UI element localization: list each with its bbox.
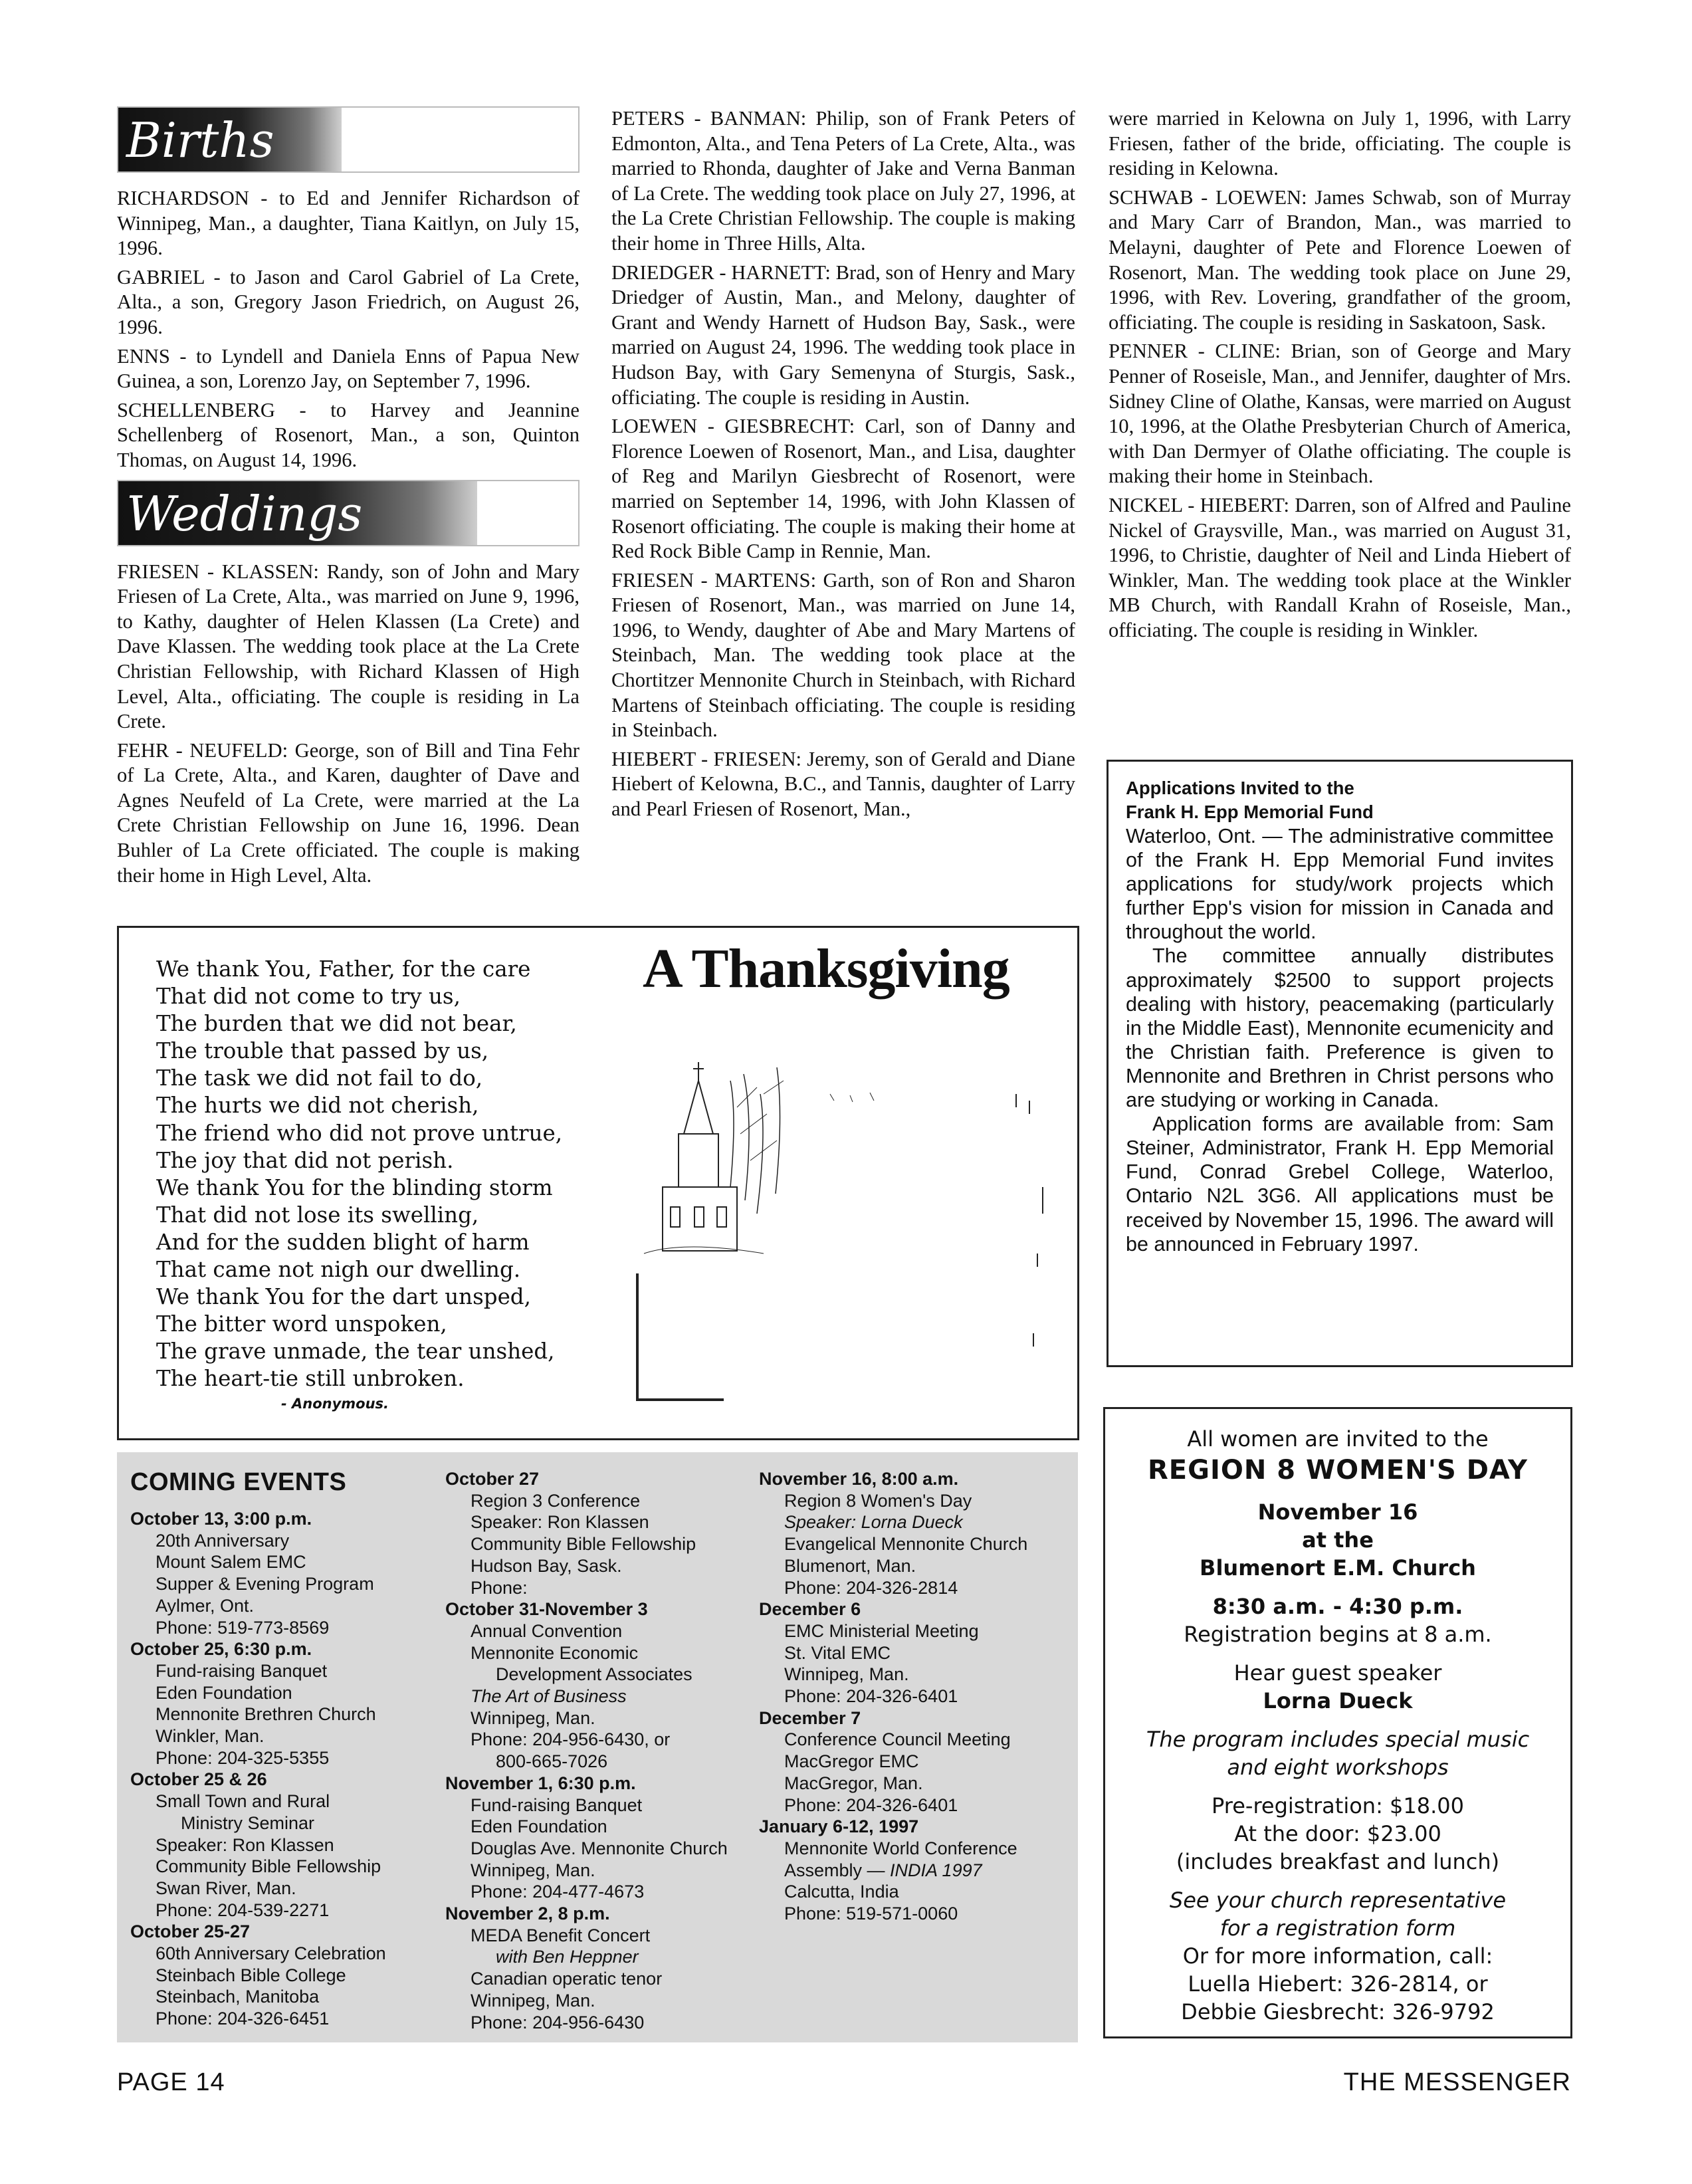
event-detail: Douglas Ave. Mennonite Church bbox=[471, 1838, 728, 1858]
event-detail: Steinbach, Manitoba bbox=[156, 1987, 320, 2007]
event-detail: MacGregor EMC bbox=[784, 1751, 919, 1772]
event-date: December 6 bbox=[759, 1599, 861, 1620]
event-date: October 25 & 26 bbox=[130, 1769, 267, 1790]
poem-line: That did not come to try us, bbox=[156, 984, 461, 1010]
event-detail: Mount Salem EMC bbox=[156, 1552, 306, 1573]
event-detail: Winnipeg, Man. bbox=[471, 1860, 595, 1880]
event-detail: Fund-raising Banquet bbox=[471, 1795, 643, 1815]
event-detail: Phone: 519-773-8569 bbox=[156, 1617, 330, 1638]
wedding-announcement: HIEBERT - FRIESEN: Jeremy, son of Gerald and Diane Hiebert of Kelowna, B.C., and Tannis, daughter of Larry and Pearl Friesen of Rosenort, Man., bbox=[611, 747, 1075, 821]
womens-day-invite: All women are invited to the bbox=[1187, 1426, 1489, 1452]
event-detail: Fund-raising Banquet bbox=[156, 1660, 328, 1681]
births-header bbox=[117, 106, 580, 173]
event-detail: Annual Convention bbox=[471, 1620, 623, 1641]
womens-day-see-rep: See your church representative bbox=[1169, 1888, 1507, 1913]
womens-day-speaker: Lorna Dueck bbox=[1263, 1688, 1413, 1713]
event-detail: Winnipeg, Man. bbox=[784, 1664, 909, 1685]
weddings-header bbox=[117, 480, 580, 546]
womens-day-info: Or for more information, call: bbox=[1182, 1943, 1493, 1969]
births-heading: Births bbox=[126, 112, 274, 168]
event-detail: Community Bible Fellowship bbox=[471, 1534, 696, 1555]
coming-events-title: COMING EVENTS bbox=[130, 1468, 347, 1496]
womens-day-time: 8:30 a.m. - 4:30 p.m. bbox=[1212, 1594, 1463, 1619]
event-detail: Eden Foundation bbox=[156, 1682, 292, 1703]
epp-paragraph: Waterloo, Ont. — The administrative committee of the Frank H. Epp Memorial Fund invites applications for study/work projects which further Epp's vision for mission in Canada and throughout the world. bbox=[1126, 825, 1554, 944]
poem-line: The heart-tie still unbroken. bbox=[156, 1366, 465, 1392]
womens-day-door-price: At the door: $23.00 bbox=[1234, 1821, 1441, 1846]
birth-announcement: ENNS - to Lyndell and Daniela Enns of Papua New Guinea, a son, Lorenzo Jay, on September 7, 1996. bbox=[117, 344, 580, 393]
poem-line: That came not nigh our dwelling. bbox=[156, 1257, 521, 1283]
column-1 bbox=[117, 106, 580, 892]
event-detail: Winnipeg, Man. bbox=[471, 1707, 595, 1728]
womens-day-program: The program includes special music bbox=[1146, 1727, 1530, 1752]
womens-day-preregistration: Pre-registration: $18.00 bbox=[1212, 1793, 1464, 1818]
wedding-announcement: DRIEDGER - HARNETT: Brad, son of Henry and Mary Driedger of Austin, Man., and Melony, daughter of Grant and Wendy Harnett of Hudson Bay, Sask., were married on August 24, 1996. The wedding took place in Hudson Bay, with Gary Semenyna of Sturgis, Sask., officiating. The couple is residing in Austin. bbox=[611, 261, 1075, 409]
event-detail: Phone: 204-477-4673 bbox=[471, 1882, 645, 1902]
event-detail: Phone: 204-956-6430 bbox=[471, 2012, 645, 2032]
event-detail: The Art of Business bbox=[471, 1686, 627, 1707]
event-detail bbox=[759, 1860, 1071, 1882]
event-detail: Region 8 Women's Day bbox=[784, 1490, 972, 1511]
womens-day-registration: Registration begins at 8 a.m. bbox=[1184, 1622, 1492, 1647]
event-date: January 6-12, 1997 bbox=[759, 1816, 919, 1837]
wedding-announcement: NICKEL - HIEBERT: Darren, son of Alfred and Pauline Nickel of Graysville, Man., was married on August 31, 1996, to Christie, daughter of Neil and Linda Hiebert of Winkler, Man. The wedding took place at the Winkler MB Church, with Randall Krahn of Roseisle, Man., officiating. The couple is residing in Winkler. bbox=[1109, 493, 1571, 641]
poem-line: The friend who did not prove untrue, bbox=[156, 1120, 563, 1146]
event-detail: Calcutta, India bbox=[784, 1882, 899, 1902]
event-detail: Supper & Evening Program bbox=[156, 1574, 374, 1594]
event-date: November 1, 6:30 p.m. bbox=[445, 1773, 636, 1793]
event-detail: Speaker: Ron Klassen bbox=[471, 1512, 649, 1533]
poem-line: We thank You for the blinding storm bbox=[156, 1174, 553, 1200]
event-detail: Phone: 204-956-6430, or bbox=[471, 1729, 671, 1750]
event-detail: Eden Foundation bbox=[471, 1816, 607, 1837]
epp-paragraph: Application forms are available from: Sam Steiner, Administrator, Frank H. Epp Memorial Fund, Conrad Grebel College, Waterloo, Ontario N2L 3G6. All applications must be received by November 15, 1996. The award will be announced in February 1997. bbox=[1126, 1113, 1554, 1256]
event-detail: Blumenort, Man. bbox=[784, 1555, 916, 1576]
church-photo bbox=[631, 1054, 1056, 1424]
coming-events-panel bbox=[117, 1452, 1078, 2042]
event-detail: Phone: 519-571-0060 bbox=[784, 1904, 958, 1924]
weddings-heading: Weddings bbox=[126, 485, 363, 542]
event-detail: Winkler, Man. bbox=[156, 1726, 264, 1747]
event-detail: with Ben Heppner bbox=[496, 1947, 639, 1967]
poem-line: The burden that we did not bear, bbox=[156, 1011, 517, 1037]
womens-day-includes: (includes breakfast and lunch) bbox=[1176, 1849, 1500, 1874]
event-detail: St. Vital EMC bbox=[784, 1642, 891, 1663]
wedding-announcement: LOEWEN - GIESBRECHT: Carl, son of Danny and Florence Loewen of Rosenort, Man., and Lisa, daughter of Reg and Marilyn Giesbrecht of Rosenort, were married on September 14, 1996, with John Klassen of Rosenort officiating. The couple is making their home at Red Rock Bible Camp in Rennie, Man. bbox=[611, 415, 1075, 563]
event-detail: Speaker: Lorna Dueck bbox=[784, 1512, 963, 1533]
womens-day-form: for a registration form bbox=[1219, 1915, 1456, 1941]
event-detail: Phone: 204-326-6401 bbox=[784, 1795, 958, 1815]
womens-day-workshops: and eight workshops bbox=[1227, 1755, 1449, 1780]
poem-line: The grave unmade, the tear unshed, bbox=[156, 1339, 555, 1365]
event-detail: Mennonite Brethren Church bbox=[156, 1704, 376, 1725]
wedding-announcement: PETERS - BANMAN: Philip, son of Frank Peters of Edmonton, Alta., and Tena Peters of La Crete, Alta., was married to Rhonda, daughter of Jake and Verna Banman of La Crete. The wedding took place on July 27, 1996, at the La Crete Christian Fellowship. The couple is making their home in Three Hills, Alta. bbox=[611, 107, 1075, 255]
poem-line: The hurts we did not cherish, bbox=[156, 1093, 479, 1119]
event-detail: Mennonite World Conference bbox=[784, 1838, 1017, 1858]
wedding-announcement: FRIESEN - KLASSEN: Randy, son of John and Mary Friesen of La Crete, Alta., was married on June 9, 1996, to Kathy, daughter of Helen Klassen (La Crete) and Dave Klassen. The wedding took place at the La Crete Christian Fellowship, with Richard Klassen of High Level, Alta., officiating. The couple is residing in La Crete. bbox=[117, 560, 580, 733]
event-date: December 7 bbox=[759, 1707, 861, 1728]
epp-paragraph: The committee annually distributes approximately $2500 to support projects dealing with history, peacemaking (particularly in the Middle East), Mennonite ecumenicity and the Christian faith. Preference is given to Mennonite and Brethren in Christ persons who are studying or working in Canada. bbox=[1126, 944, 1554, 1112]
poem-line: And for the sudden blight of harm bbox=[156, 1229, 530, 1255]
birth-announcement: SCHELLENBERG - to Harvey and Jeannine Schellenberg of Rosenort, Man., a son, Quinton Thomas, on August 14, 1996. bbox=[117, 398, 580, 471]
womens-day-contact-1: Luella Hiebert: 326-2814, or bbox=[1188, 1971, 1488, 1997]
event-date: October 31-November 3 bbox=[445, 1599, 648, 1620]
event-detail: Hudson Bay, Sask. bbox=[471, 1555, 622, 1576]
event-detail: Phone: bbox=[471, 1577, 528, 1598]
event-detail: Phone: 204-325-5355 bbox=[156, 1747, 330, 1768]
event-detail: Ministry Seminar bbox=[181, 1812, 315, 1833]
womens-day-box bbox=[1103, 1407, 1572, 2038]
wedding-announcement: PENNER - CLINE: Brian, son of George and Mary Penner of Roseisle, Man., and Jennifer, daughter of Mrs. Sidney Cline of Olathe, Kansas, were married on August 10, 1996, at the Olathe Presbyterian Church of America, with Dan Dermyer of Olathe officiating. The couple is making their home in Steinbach. bbox=[1109, 340, 1571, 488]
wedding-announcement: were married in Kelowna on July 1, 1996, with Larry Friesen, father of the bride, officiating. The couple is residing in Kelowna. bbox=[1109, 107, 1571, 180]
womens-day-date: November 16 bbox=[1257, 1499, 1418, 1525]
event-detail: Development Associates bbox=[496, 1664, 692, 1685]
event-detail-italic: INDIA 1997 bbox=[890, 1860, 982, 1880]
column-3 bbox=[1109, 106, 1571, 647]
event-detail: MEDA Benefit Concert bbox=[471, 1925, 651, 1945]
event-detail: Steinbach Bible College bbox=[156, 1965, 346, 1985]
poem-line: The task we did not fail to do, bbox=[156, 1065, 483, 1091]
event-detail: Phone: 204-326-6451 bbox=[156, 2009, 330, 2029]
wedding-announcement: SCHWAB - LOEWEN: James Schwab, son of Murray and Mary Carr of Brandon, Man., was married to Melayni, daughter of Pete and Florence Loewen of Rosenort, Man. The wedding took place on June 29, 1996, with Rev. Lovering, grandfather of the groom, officiating. The couple is residing in Saskatoon, Sask. bbox=[1109, 185, 1571, 334]
poem-line: We thank You, Father, for the care bbox=[156, 956, 531, 982]
column-2 bbox=[611, 106, 1075, 826]
event-detail: Canadian operatic tenor bbox=[471, 1969, 663, 1989]
birth-announcement: RICHARDSON - to Ed and Jennifer Richardson of Winnipeg, Man., a daughter, Tiana Kaitlyn, on July 15, 1996. bbox=[117, 187, 580, 260]
event-detail: Small Town and Rural bbox=[156, 1791, 330, 1812]
wedding-announcement: FRIESEN - MARTENS: Garth, son of Ron and Sharon Friesen of Rosenort, Man., was married on June 14, 1996, to Wendy, daughter of Abe and Mary Martens of Steinbach, Man. The wedding took place at the Chortitzer Mennonite Church in Steinbach, with Richard Martens of Steinbach officiating. The couple is residing in Steinbach. bbox=[611, 568, 1075, 742]
thanksgiving-poem-box bbox=[117, 926, 1079, 1440]
event-detail-text: Assembly — bbox=[784, 1860, 891, 1880]
event-detail: 20th Anniversary bbox=[156, 1530, 290, 1551]
event-date: October 25-27 bbox=[130, 1921, 251, 1942]
event-detail: Community Bible Fellowship bbox=[156, 1856, 381, 1877]
event-detail: Phone: 204-326-2814 bbox=[784, 1577, 958, 1598]
event-date: November 2, 8 p.m. bbox=[445, 1904, 610, 1924]
poem-line: The trouble that passed by us, bbox=[156, 1038, 489, 1064]
epp-heading-line1: Applications Invited to the bbox=[1126, 778, 1354, 798]
event-detail: Mennonite Economic bbox=[471, 1642, 639, 1663]
events-column-1 bbox=[130, 1508, 423, 2030]
event-detail: Aylmer, Ont. bbox=[156, 1595, 255, 1616]
birth-announcement: GABRIEL - to Jason and Carol Gabriel of La Crete, Alta., a son, Gregory Jason Friedrich, on August 26, 1996. bbox=[117, 265, 580, 338]
event-date: October 25, 6:30 p.m. bbox=[130, 1639, 312, 1660]
poem-line: We thank You for the dart unsped, bbox=[156, 1284, 531, 1310]
event-detail: 60th Anniversary Celebration bbox=[156, 1943, 386, 1964]
publication-name: THE MESSENGER bbox=[1343, 2068, 1571, 2096]
epp-heading-line2: Frank H. Epp Memorial Fund bbox=[1126, 802, 1374, 822]
event-date: October 13, 3:00 p.m. bbox=[130, 1509, 312, 1529]
events-column-2 bbox=[445, 1468, 751, 2033]
event-detail: Conference Council Meeting bbox=[784, 1729, 1011, 1750]
womens-day-contact-2: Debbie Giesbrecht: 326-9792 bbox=[1181, 1999, 1495, 2024]
event-date: October 27 bbox=[445, 1469, 540, 1489]
event-detail: Swan River, Man. bbox=[156, 1878, 296, 1898]
event-detail: Speaker: Ron Klassen bbox=[156, 1834, 334, 1855]
event-detail: Phone: 204-326-6401 bbox=[784, 1686, 958, 1707]
event-detail: MacGregor, Man. bbox=[784, 1773, 923, 1793]
event-detail: 800-665-7026 bbox=[496, 1751, 608, 1772]
events-column-3 bbox=[759, 1468, 1071, 1925]
poem-line: The bitter word unspoken, bbox=[156, 1311, 447, 1337]
poem-title: A Thanksgiving bbox=[643, 938, 1009, 1000]
poem-line: The joy that did not perish. bbox=[156, 1147, 454, 1173]
event-detail: Evangelical Mennonite Church bbox=[784, 1534, 1028, 1555]
poem-text bbox=[156, 956, 661, 1412]
event-detail: Winnipeg, Man. bbox=[471, 1990, 595, 2011]
event-detail: Region 3 Conference bbox=[471, 1490, 641, 1511]
event-detail: EMC Ministerial Meeting bbox=[784, 1620, 979, 1641]
event-date: November 16, 8:00 a.m. bbox=[759, 1469, 959, 1489]
event-detail: Phone: 204-539-2271 bbox=[156, 1900, 330, 1920]
poem-line: That did not lose its swelling, bbox=[156, 1202, 479, 1228]
womens-day-venue: Blumenort E.M. Church bbox=[1200, 1555, 1476, 1581]
epp-memorial-fund-box bbox=[1107, 760, 1573, 1367]
womens-day-speaker-intro: Hear guest speaker bbox=[1233, 1660, 1442, 1686]
womens-day-at: at the bbox=[1302, 1527, 1374, 1553]
poem-attribution: - Anonymous. bbox=[281, 1395, 389, 1412]
womens-day-title: REGION 8 WOMEN'S DAY bbox=[1147, 1455, 1528, 1485]
wedding-announcement: FEHR - NEUFELD: George, son of Bill and Tina Fehr of La Crete, Alta., and Karen, daughter of Dave and Agnes Neufeld of La Crete, were married at the La Crete Christian Fellowship on June 16, 1996. Dean Buhler of La Crete officiated. The couple is making their home in High Level, Alta. bbox=[117, 738, 580, 887]
page-number: PAGE 14 bbox=[117, 2068, 225, 2096]
